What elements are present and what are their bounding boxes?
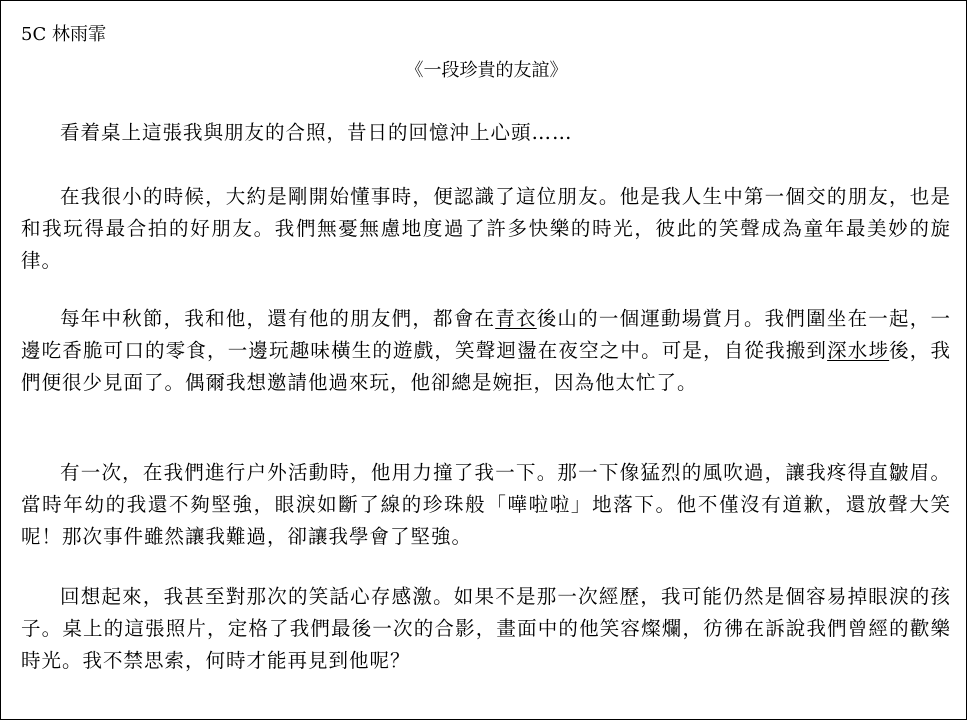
place-name-sham-shui-po: 深水埗 <box>827 339 890 362</box>
paragraph-3 <box>21 303 951 399</box>
paragraph-2: 在我很小的時候，大約是剛開始懂事時，便認識了這位朋友。他是我人生中第一個交的朋友，也是和我玩得最合拍的好朋友。我們無憂無慮地度過了許多快樂的時光，彼此的笑聲成為童年最美妙的旋律。 <box>21 185 951 272</box>
paragraph-1: 看着桌上這張我與朋友的合照，昔日的回憶沖上心頭…… <box>60 121 573 144</box>
paragraph-4: 有一次，在我們進行户外活動時，他用力撞了我一下。那一下像猛烈的風吹過，讓我疼得直皺眉。當時年幼的我還不夠堅強，眼淚如斷了線的珍珠般「嘩啦啦」地落下。他不僅沒有道歉，還放聲大笑呢！那次事件雖然讓我難過，卻讓我學會了堅強。 <box>21 461 951 548</box>
place-name-tsing-yi: 青衣 <box>495 307 537 330</box>
paragraph-5: 回想起來，我甚至對那次的笑話心存感激。如果不是那一次經歷，我可能仍然是個容易掉眼淚的孩子。桌上的這張照片，定格了我們最後一次的合影，畫面中的他笑容燦爛，彷彿在訴說我們曾經的歡樂時光。我不禁思索，何時才能再見到他呢？ <box>21 585 951 672</box>
author-line: 5C 林雨霏 <box>21 24 106 45</box>
paragraph-3-text-c: 後，我們便很少見面了。偶爾我想邀請他過來玩，他卻總是婉拒，因為他太忙了。 <box>21 339 951 394</box>
paragraph-3-text-b: 後山的一個運動場賞月。我們圍坐在一起，一邊吃香脆可口的零食，一邊玩趣味橫生的遊戲，笑聲迴盪在夜空之中。可是，自從我搬到 <box>21 307 951 362</box>
essay-title: 《一段珍貴的友誼》 <box>405 60 568 81</box>
paragraph-3-text-a: 每年中秋節，我和他，還有他的朋友們，都會在 <box>60 307 496 330</box>
